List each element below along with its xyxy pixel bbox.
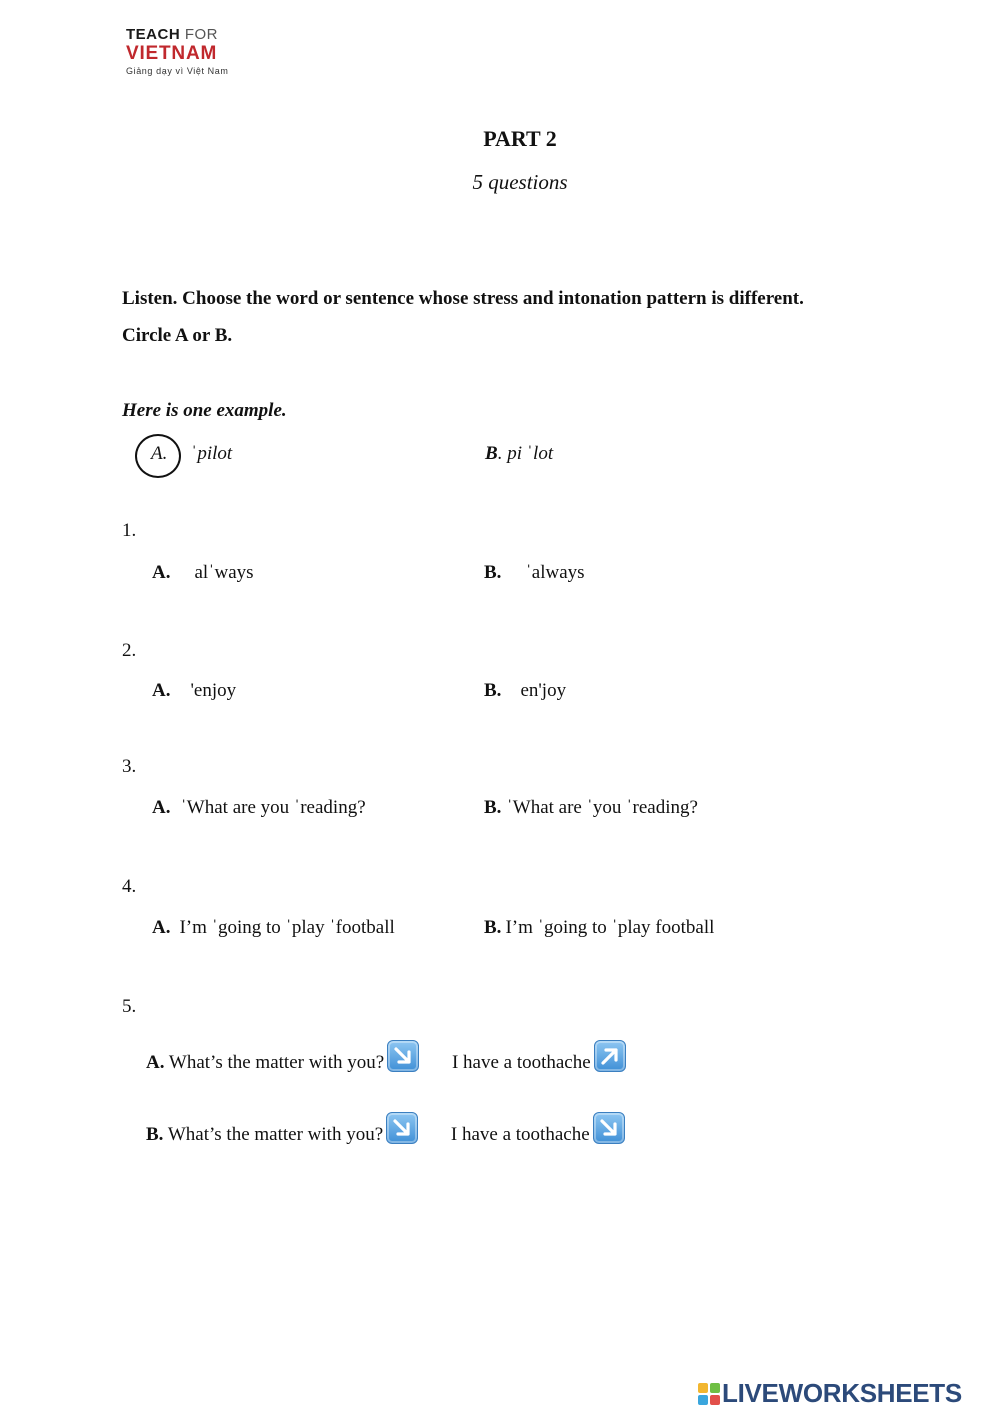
option-letter: A. <box>152 680 171 701</box>
logo-tagline: Giảng dạy vì Việt Nam <box>126 66 229 76</box>
down-right-arrow-icon <box>593 1112 625 1144</box>
question-3-option-a[interactable] <box>152 797 366 819</box>
liveworksheets-brand <box>698 1378 962 1409</box>
option-letter: B. <box>484 680 502 701</box>
down-right-arrow-icon <box>386 1112 418 1144</box>
example-option-a-letter: A. <box>151 443 168 464</box>
down-right-arrow-icon <box>387 1040 419 1072</box>
example-option-a-text: ˈpilot <box>191 443 233 464</box>
example-heading: Here is one example. <box>122 400 287 421</box>
question-3-option-b[interactable] <box>484 797 698 819</box>
example-option-b-letter: B <box>485 443 498 464</box>
option-text: ˈWhat are ˈyou ˈreading? <box>506 797 698 818</box>
question-number: 5. <box>122 996 137 1017</box>
question-5-option-b[interactable] <box>146 1112 625 1146</box>
option-letter: A. <box>152 797 171 818</box>
logo-teach: TEACH <box>126 26 185 43</box>
logo-for: FOR <box>184 26 219 43</box>
option-text: en'joy <box>520 680 567 701</box>
option-text: ˈalways <box>525 562 585 583</box>
instruction-line-2: Circle A or B. <box>122 325 233 346</box>
question-1-option-b[interactable] <box>484 562 585 584</box>
question-number: 3. <box>122 756 137 777</box>
teach-for-vietnam-logo <box>126 26 256 77</box>
instruction-line-1: Listen. Choose the word or sentence whose stress and intonation pattern is different. <box>122 288 804 309</box>
logo-vietnam: VIETNAM <box>126 43 218 64</box>
option-letter: A. <box>152 917 171 938</box>
question-2-option-b[interactable] <box>484 680 566 702</box>
brand-text: LIVEWORKSHEETS <box>722 1378 962 1408</box>
option-text: alˈways <box>194 562 254 583</box>
option-letter: A. <box>152 562 171 583</box>
option-reply-text: I have a toothache <box>451 1052 591 1073</box>
option-question-text: What’s the matter with you? <box>168 1052 385 1073</box>
liveworksheets-logo-icon <box>698 1383 720 1405</box>
page-title: PART 2 <box>483 126 557 151</box>
question-1-option-a[interactable] <box>152 562 254 584</box>
option-letter: A. <box>146 1052 165 1073</box>
up-right-arrow-icon <box>594 1040 626 1072</box>
option-text: 'enjoy <box>190 680 237 701</box>
example-option-b <box>485 443 553 465</box>
question-number: 2. <box>122 640 137 661</box>
option-letter: B. <box>146 1124 164 1145</box>
option-letter: B. <box>484 917 502 938</box>
question-number: 4. <box>122 876 137 897</box>
question-4-option-a[interactable] <box>152 917 395 939</box>
option-letter: B. <box>484 797 502 818</box>
question-2-option-a[interactable] <box>152 680 236 702</box>
example-option-b-text: . pi ˈlot <box>497 443 554 464</box>
option-reply-text: I have a toothache <box>450 1124 590 1145</box>
option-text: I’m ˈgoing to ˈplay football <box>505 917 715 938</box>
option-letter: B. <box>484 562 502 583</box>
question-number: 1. <box>122 520 137 541</box>
option-text: ˈWhat are you ˈreading? <box>180 797 366 818</box>
option-question-text: What’s the matter with you? <box>167 1124 384 1145</box>
option-text: I’m ˈgoing to ˈplay ˈfootball <box>179 917 395 938</box>
question-5-option-a[interactable] <box>146 1040 626 1074</box>
question-4-option-b[interactable] <box>484 917 714 939</box>
page-subtitle: 5 questions <box>472 170 568 194</box>
